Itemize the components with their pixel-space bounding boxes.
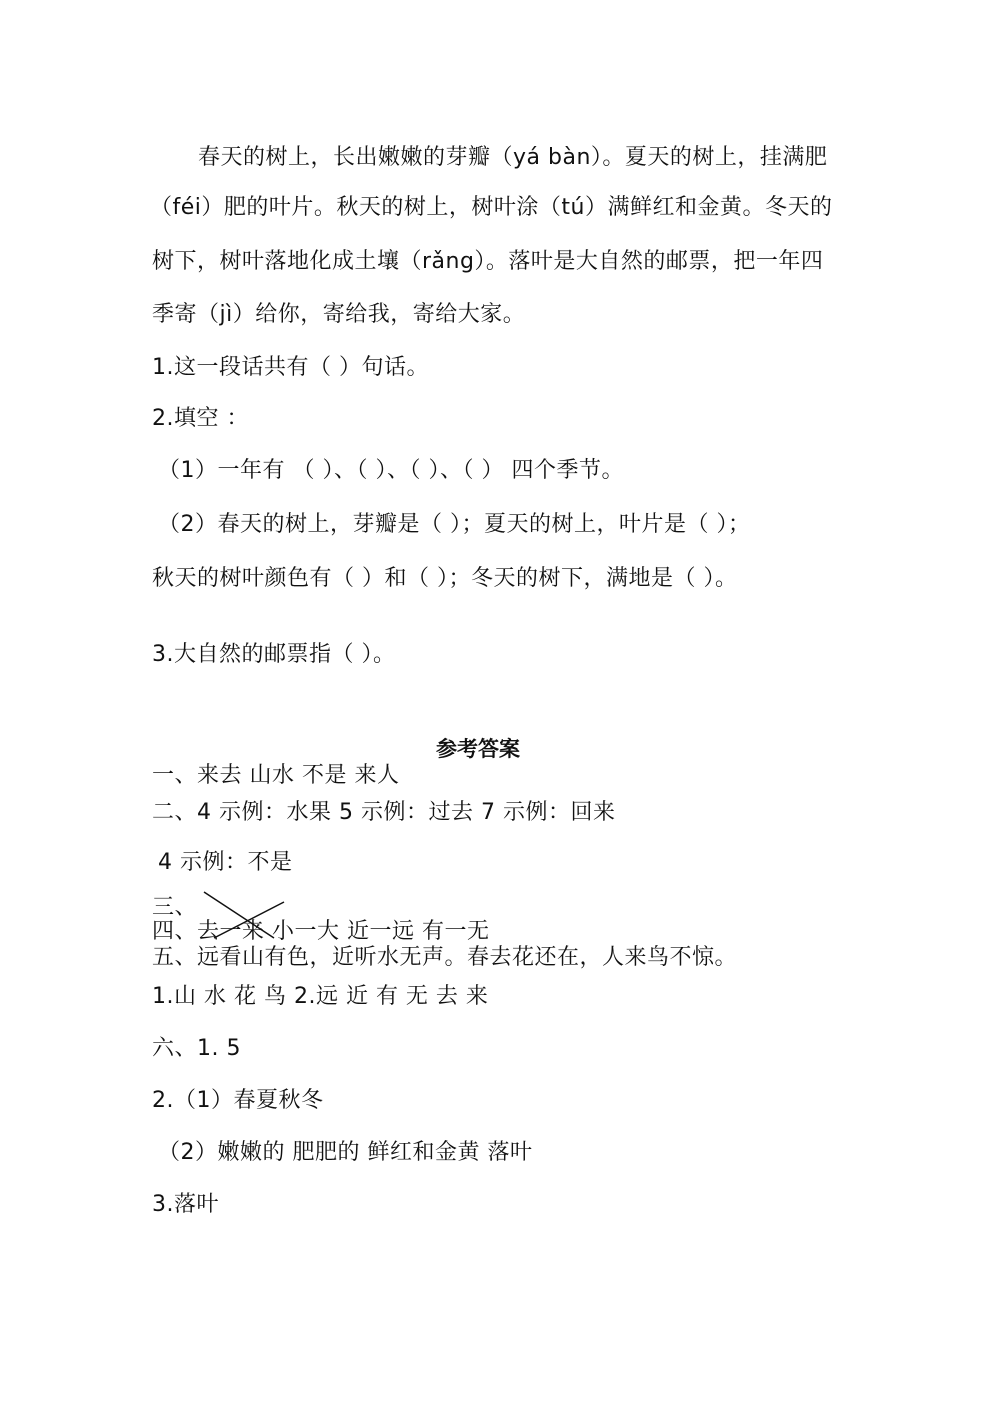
question-2-2a: （2）春天的树上，芽瓣是（ ）；夏天的树上，叶片是（ ）； [158,512,751,537]
matching-line-1 [204,892,274,938]
answer-4: 四、去一来 小一大 近一远 有一无 [152,919,490,944]
answer-2: 二、4 示例：水果 5 示例：过去 7 示例：回来 [152,800,616,825]
answer-6-2b: （2）嫩嫩的 肥肥的 鲜红和金黄 落叶 [158,1140,533,1165]
question-3: 3.大自然的邮票指（ ）。 [152,642,396,667]
question-1: 1.这一段话共有（ ）句话。 [152,355,429,380]
answer-6: 六、1. 5 [152,1036,241,1061]
answer-1: 一、来去 山水 不是 来人 [152,763,400,788]
matching-line-2 [214,902,284,938]
matching-cross-lines [200,890,290,942]
passage-line-1: 春天的树上，长出嫩嫩的芽瓣（yá bàn）。夏天的树上，挂满肥 [198,145,828,170]
answer-2b: 4 示例：不是 [158,850,293,875]
passage-line-4: 季寄（jì）给你，寄给我，寄给大家。 [152,302,526,327]
answer-5: 五、远看山有色，近听水无声。春去花还在，人来鸟不惊。 [152,945,738,970]
question-2: 2.填空 ： [152,406,249,431]
answer-5b: 1.山 水 花 鸟 2.远 近 有 无 去 来 [152,984,489,1009]
passage-line-3: 树下，树叶落地化成土壤（rǎng）。落叶是大自然的邮票，把一年四 [152,249,824,274]
answer-6-3: 3.落叶 [152,1192,219,1217]
answers-title: 参考答案 [436,737,520,761]
question-2-2b: 秋天的树叶颜色有（ ）和（ ）；冬天的树下，满地是（ ）。 [152,566,738,591]
passage-line-2: （féi）肥的叶片。秋天的树上，树叶涂（tú）满鲜红和金黄。冬天的 [150,195,833,220]
answer-3: 三、 [152,895,198,920]
answer-6-2: 2.（1）春夏秋冬 [152,1088,324,1113]
question-2-1: （1）一年有 （ ）、（ ）、（ ）、（ ） 四个季节。 [158,458,624,483]
